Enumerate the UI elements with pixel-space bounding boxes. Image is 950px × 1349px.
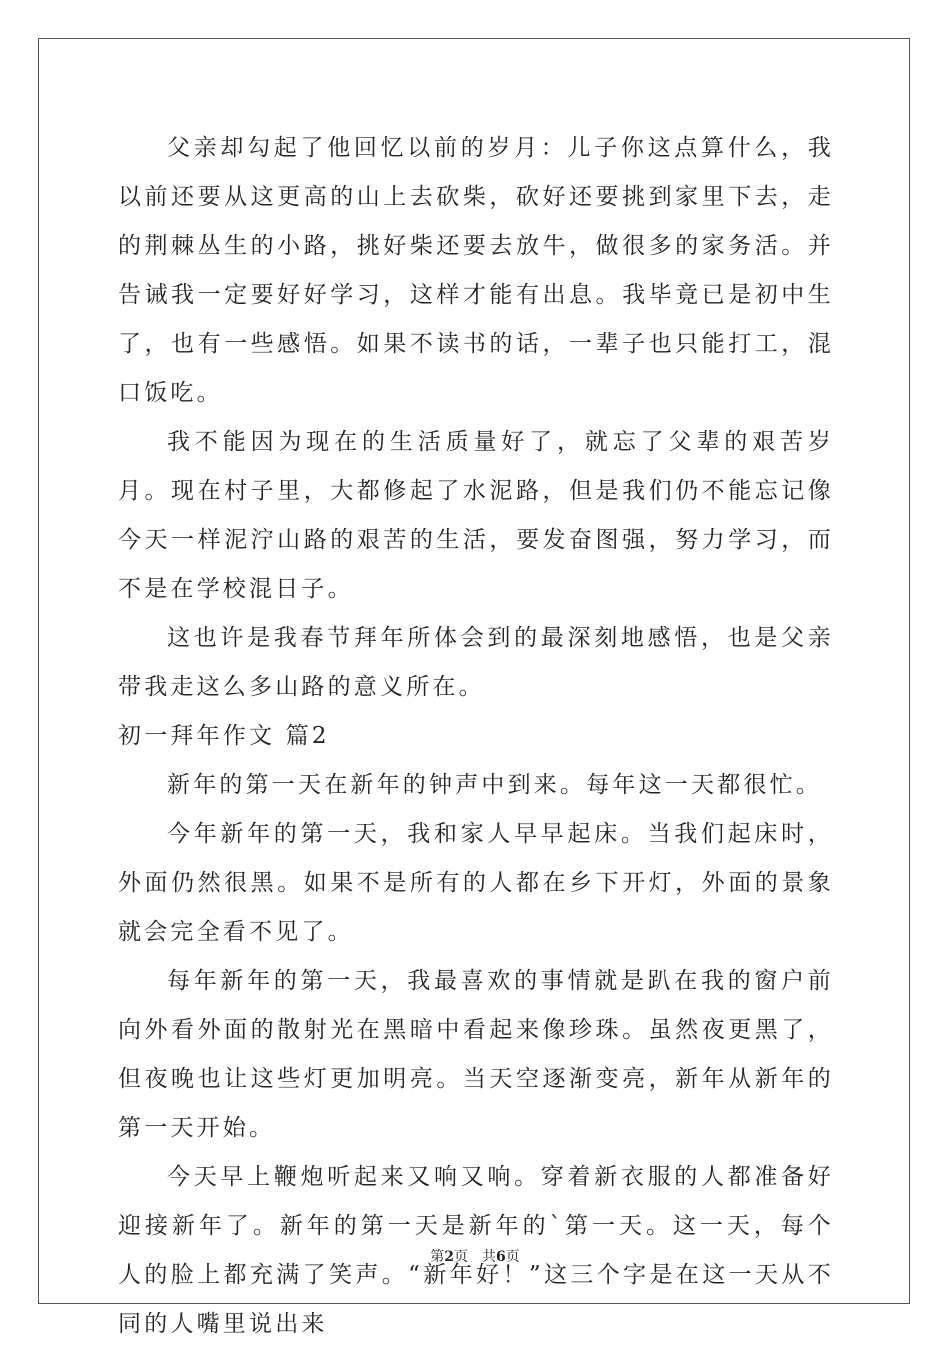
paragraph: 新年的第一天在新年的钟声中到来。每年这一天都很忙。 [167, 772, 822, 798]
total-suffix: 页 [505, 1249, 520, 1265]
paragraph: 父亲却勾起了他回忆以前的岁月：儿子你这点算什么，我以前还要从这更高的山上去砍柴，砍好还要挑到家里下去，走的荆棘丛生的小路，挑好柴还要去放牛，做很多的家务活。并告诫我一定要好好学习，这样才能有出息。我毕竟已是初中生了，也有一些感悟。如果不读书的话，一辈子也只能打工，混口饭吃。 [118, 135, 834, 406]
current-page: 2 [444, 1249, 454, 1265]
page-suffix: 页 [454, 1249, 468, 1265]
document-body [118, 124, 834, 1349]
paragraph: 每年新年的第一天，我最喜欢的事情就是趴在我的窗户前向外看外面的散射光在黑暗中看起来像珍珠。虽然夜更黑了，但夜晚也让这些灯更加明亮。当天空逐渐变亮，新年从新年的第一天开始。 [118, 968, 834, 1141]
page-footer [0, 1246, 950, 1266]
total-pages: 6 [496, 1249, 506, 1265]
total-prefix: 共 [482, 1249, 496, 1265]
page-number [430, 1249, 468, 1265]
paragraph: 这也许是我春节拜年所体会到的最深刻地感悟，也是父亲带我走这么多山路的意义所在。 [118, 625, 834, 700]
paragraph: 今天早上鞭炮听起来又响又响。穿着新衣服的人都准备好迎接新年了。新年的第一天是新年的`第一天。这一天，每个人的脸上都充满了笑声。“新年好！”这三个字是在这一天从不同的人嘴里说出来 [118, 1164, 834, 1337]
paragraph: 我不能因为现在的生活质量好了，就忘了父辈的艰苦岁月。现在村子里，大都修起了水泥路，但是我们仍不能忘记像今天一样泥泞山路的艰苦的生活，要发奋图强，努力学习，而不是在学校混日子。 [118, 429, 834, 602]
section-heading: 初一拜年作文 篇2 [118, 723, 330, 749]
page-prefix: 第 [430, 1249, 445, 1265]
paragraph: 今年新年的第一天，我和家人早早起床。当我们起床时，外面仍然很黑。如果不是所有的人都在乡下开灯，外面的景象就会完全看不见了。 [118, 821, 834, 945]
page-total [482, 1249, 520, 1265]
